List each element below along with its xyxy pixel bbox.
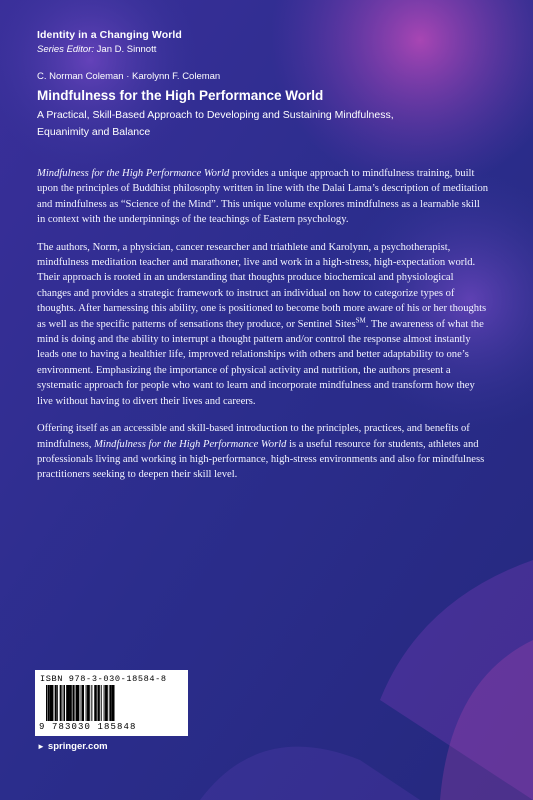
barcode-stripe [94,685,96,721]
barcode-stripe [76,685,79,721]
service-mark: SM [355,316,366,325]
barcode-stripe [46,685,47,721]
blurb [37,166,489,495]
barcode-stripe [55,685,57,721]
publisher-url: springer.com [47,741,108,752]
barcode-stripe [60,685,62,721]
barcode-stripe [66,685,69,721]
barcode-stripe [105,685,107,721]
barcode-stripe [98,685,100,721]
series-editor-name: Jan D. Sinnott [96,44,157,55]
blurb-text: . The awareness of what the mind is doing and the ability to interrupt a thought pattern and/or control the response almost instantly leads one to having a healthier life, improved relationships with others and better adaptability to one’s environment. Emphasizing the importance of physical activity and nutrition, the authors present a systematic approach for people who want to learn and incorporate mindfulness and transform how they live without having to divert their lives and careers. [37,318,484,407]
blurb-paragraph-3 [37,421,489,483]
barcode-stripe [104,685,105,721]
barcode-stripe [78,685,79,721]
barcode-stripe [89,685,90,721]
publisher-link[interactable] [37,741,108,752]
barcode-stripe [50,685,53,721]
book-title-italic: Mindfulness for the High Performance World [37,168,230,179]
isbn: ISBN 978-3-030-18584-8 [40,674,167,684]
barcode-stripe [86,685,87,721]
barcode-stripe [52,685,53,721]
arrow-right-icon: ► [37,742,45,751]
barcode-stripe [71,685,72,721]
blurb-text: Offering itself as an accessible and skill-based introduction to the principles, practices, and benefits of mindfulness, [37,423,470,450]
barcode-stripe [69,685,71,721]
barcode-box [35,670,188,736]
blurb-text: provides a unique approach to mindfulness training, built upon the principles of Buddhist philosophy written in line with the Dalai Lama’s description of meditation and mindfulness as “Science of the Mind”. This unique volume explores mindfulness as a learnable skill in context with the underpinnings of the teachings of Eastern psychology. [37,168,489,226]
book-title: Mindfulness for the High Performance World [37,88,324,103]
barcode-stripe [91,685,92,721]
barcode-stripe [63,685,64,721]
series-title: Identity in a Changing World [37,29,182,41]
barcode-stripe [109,685,111,721]
barcode-stripe [112,685,115,721]
blurb-paragraph-2 [37,240,489,409]
barcode-stripe [82,685,84,721]
book-authors: C. Norman Coleman · Karolynn F. Coleman [37,71,221,82]
book-title-italic: Mindfulness for the High Performance World [94,438,287,450]
barcode-stripe [101,685,102,721]
series-editor-label: Series Editor: [37,44,95,55]
barcode-stripe [87,685,89,721]
barcode-digits: 9 783030 185848 [39,722,137,732]
barcode-stripe [64,685,65,721]
blurb-text: The authors, Norm, a physician, cancer researcher and triathlete and Karolynn, a psychotherapist, mindfulness meditation teacher and marathoner, live and work in a high-stress, high-expectation world. Their approach is rooted in an understanding that thoughts produce biochemical and physiological changes and provides a strategic framework to instruct an individual on how to categorize types of thoughts. After harnessing this ability, one is positioned to become both more aware of his or her thoughts as well as the specific patterns of sensations they produce, or Sentinel Sites [37,241,487,330]
blurb-text: is a useful resource for students, athletes and professionals living and working in high-performance, high-stress environments and also for mindfulness practitioners seeking to deepen their skill level. [37,438,485,481]
barcode [46,685,179,721]
blurb-paragraph-1 [37,166,489,228]
barcode-stripe [57,685,58,721]
barcode-stripe [107,685,108,721]
book-subtitle: A Practical, Skill-Based Approach to Developing and Sustaining Mindfulness, Equanimity and Balance [37,109,394,138]
series-editor [37,44,156,55]
barcode-stripe [81,685,82,721]
barcode-stripe [96,685,97,721]
barcode-stripe [73,685,75,721]
barcode-stripe [47,685,49,721]
